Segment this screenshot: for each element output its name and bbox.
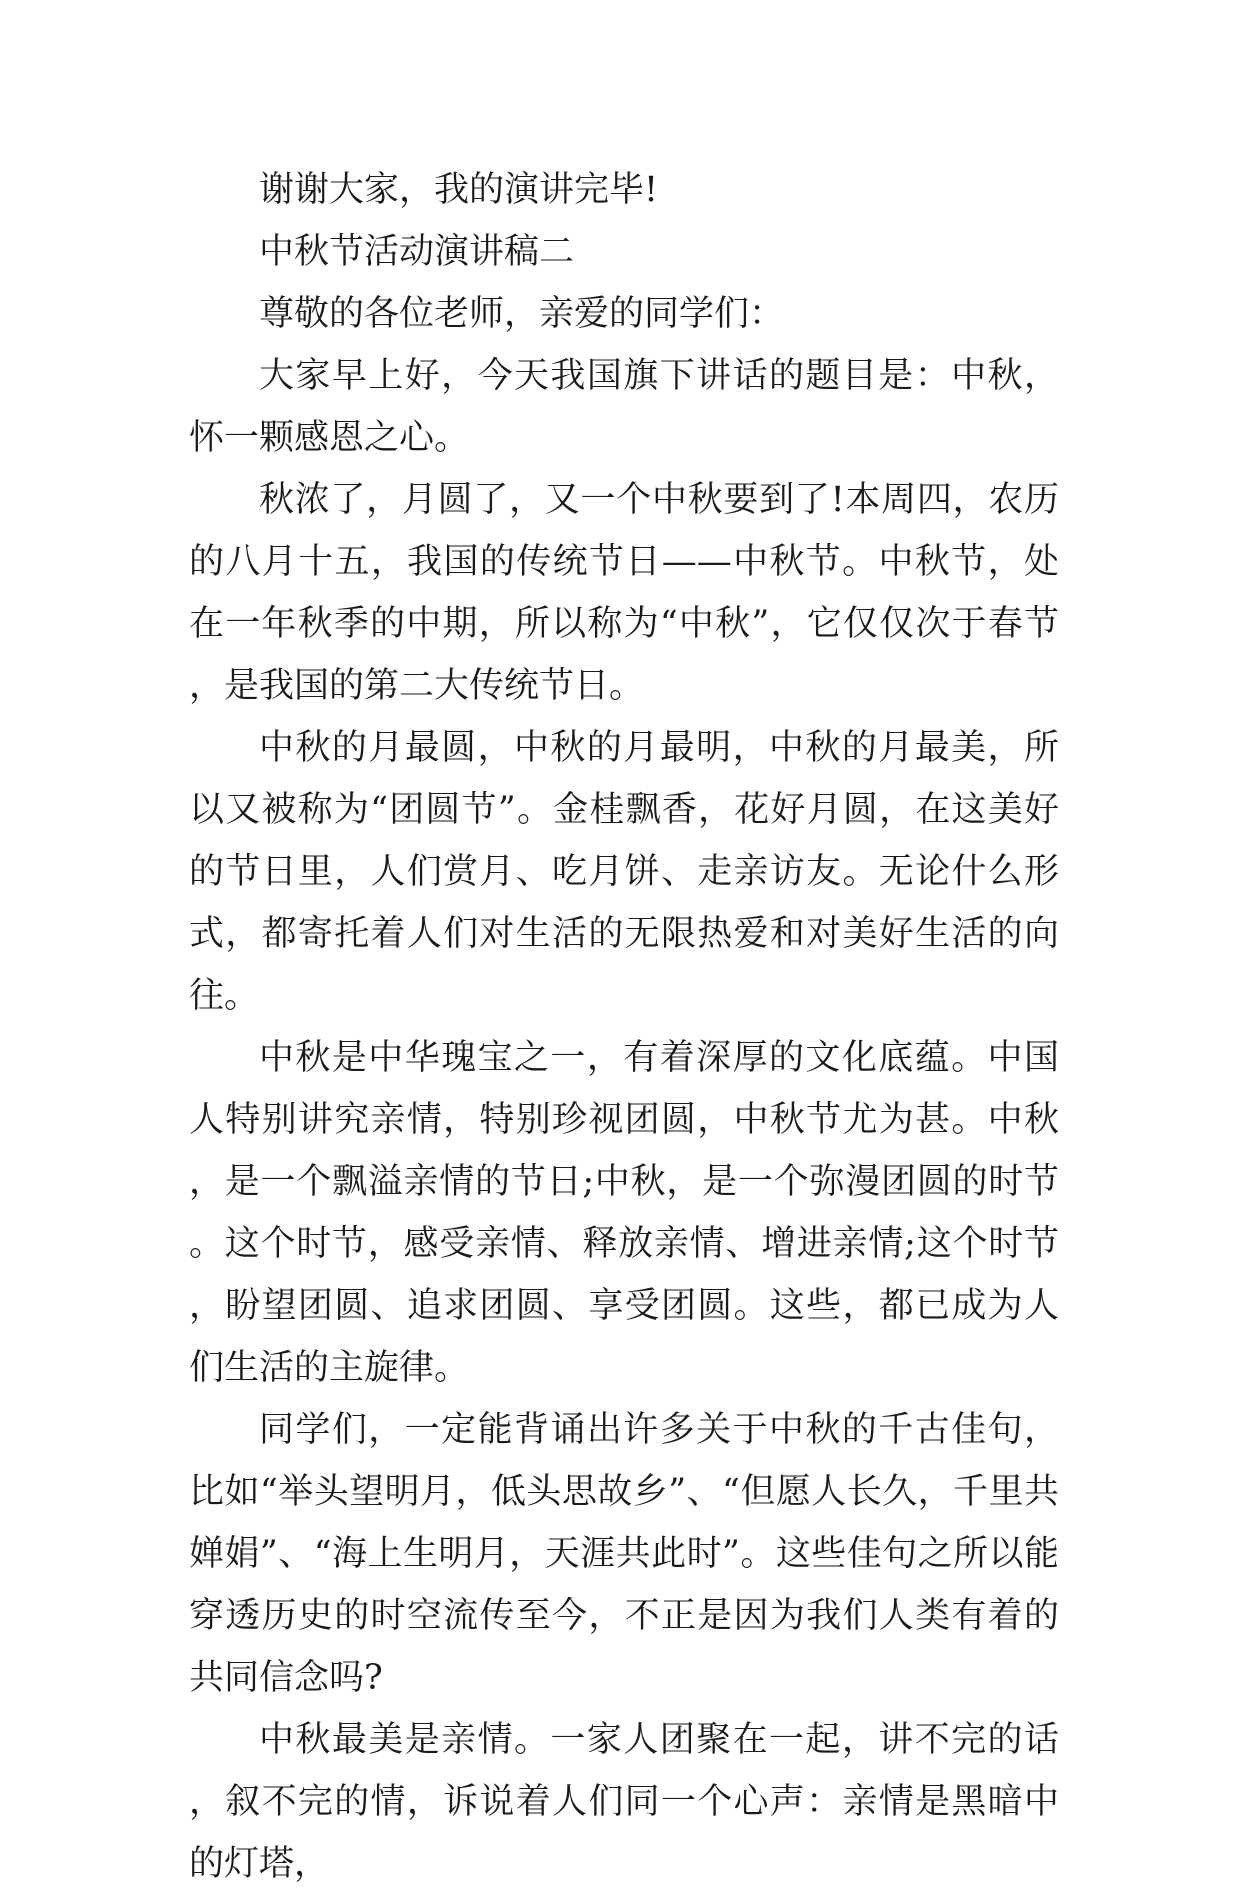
speech-title: 中秋节活动演讲稿二 [259, 232, 575, 272]
body-paragraph: 同学们，一定能背诵出许多关于中秋的千古佳句，比如“举头望明月，低头思故乡”、“但愿人长久，千里共婵娟”、“海上生明月，天涯共此时”。这些佳句之所以能穿透历史的时空流传至今，不正是因为我们人类有着的共同信念吗? [189, 1410, 1059, 1698]
closing-line: 谢谢大家，我的演讲完毕! [259, 170, 659, 210]
body-paragraph: 中秋最美是亲情。一家人团聚在一起，讲不完的话，叙不完的情，诉说着人们同一个心声：亲情是黑暗中的灯塔， [189, 1720, 1059, 1884]
body-paragraph: 大家早上好，今天我国旗下讲话的题目是：中秋，怀一颗感恩之心。 [189, 356, 1059, 458]
body-paragraph: 中秋是中华瑰宝之一，有着深厚的文化底蕴。中国人特别讲究亲情，特别珍视团圆，中秋节尤为甚。中秋，是一个飘溢亲情的节日;中秋，是一个弥漫团圆的时节。这个时节，感受亲情、释放亲情、增进亲情;这个时节，盼望团圆、追求团圆、享受团圆。这些，都已成为人们生活的主旋律。 [189, 1038, 1059, 1388]
body-paragraph: 中秋的月最圆，中秋的月最明，中秋的月最美，所以又被称为“团圆节”。金桂飘香，花好月圆，在这美好的节日里，人们赏月、吃月饼、走亲访友。无论什么形式，都寄托着人们对生活的无限热爱和对美好生活的向往。 [189, 728, 1059, 1016]
speech-body [189, 159, 1059, 1895]
salutation: 尊敬的各位老师，亲爱的同学们： [259, 294, 785, 334]
body-paragraph: 秋浓了，月圆了，又一个中秋要到了!本周四，农历的八月十五，我国的传统节日——中秋节。中秋节，处在一年秋季的中期，所以称为“中秋”，它仅仅次于春节，是我国的第二大传统节日。 [189, 480, 1059, 706]
